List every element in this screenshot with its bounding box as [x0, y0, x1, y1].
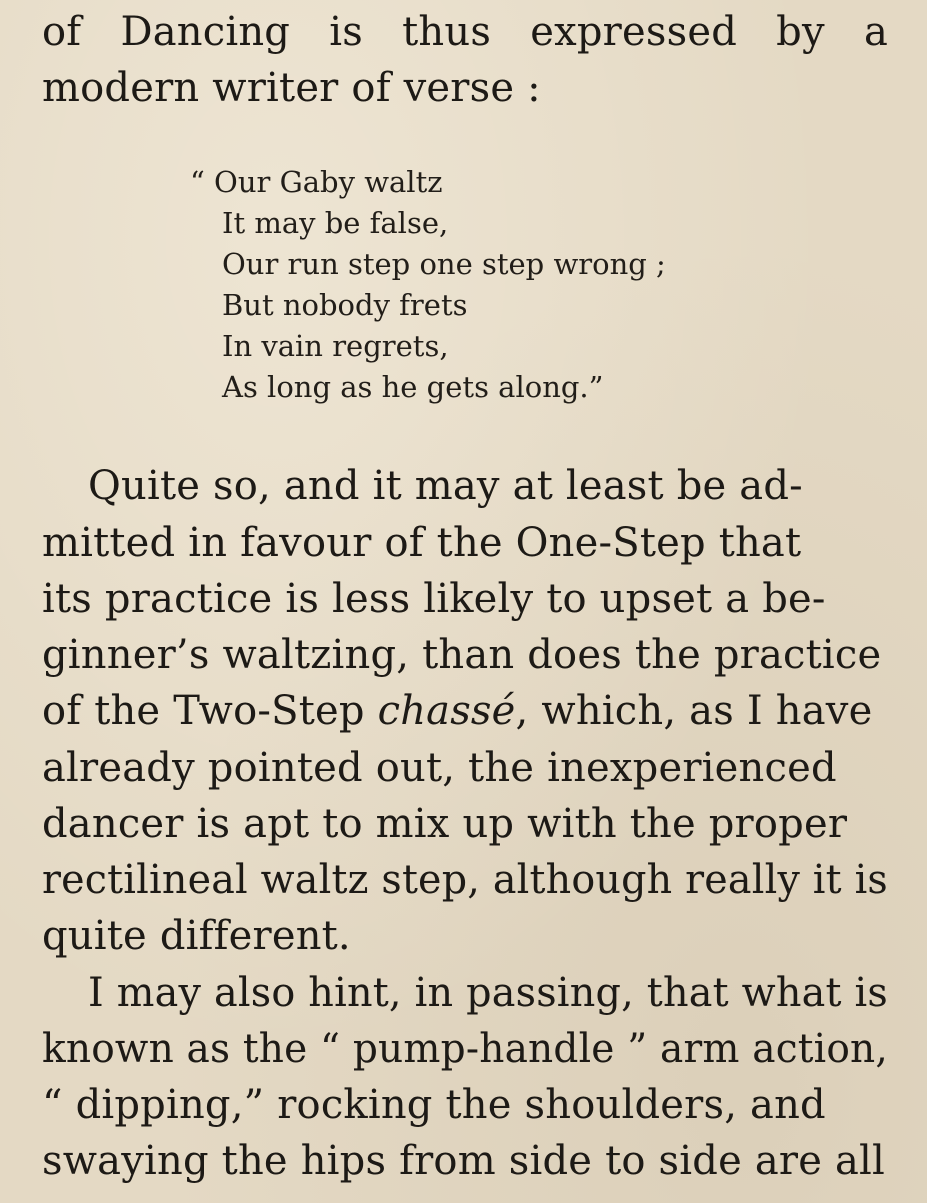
paragraph-1-line: dancer is apt to mix up with the proper	[42, 801, 848, 847]
paragraph-1-line: its practice is less likely to upset a be-	[42, 576, 826, 622]
paragraph-2-line: swaying the hips from side to side are all	[42, 1138, 886, 1184]
intro-word: a	[863, 9, 888, 55]
paragraph-1-text: , which, as I have	[515, 688, 873, 734]
poem-line: But nobody frets	[222, 288, 468, 322]
paragraph-1-line: rectilineal waltz step, although really it is	[42, 857, 888, 903]
poem-line: Our run step one step wrong ;	[222, 247, 666, 281]
italic-term-chasse: chassé	[377, 688, 516, 734]
paragraph-1-line: quite different.	[42, 913, 351, 959]
paragraph-2-line: “ dipping,” rocking the shoulders, and	[42, 1082, 826, 1128]
intro-word: is	[329, 9, 363, 55]
paragraph-1-line	[42, 683, 888, 739]
paragraph-1-line: mitted in favour of the One-Step that	[42, 520, 802, 566]
poem-line: “ Our Gaby waltz	[190, 165, 443, 199]
paragraph-1-line: Quite so, and it may at least be ad-	[88, 463, 803, 509]
intro-word: of	[42, 9, 82, 55]
paragraph-1-line: already pointed out, the inexperienced	[42, 745, 837, 791]
poem-line: It may be false,	[222, 206, 449, 240]
paragraph-2-line: known as the “ pump-handle ” arm action,	[42, 1026, 889, 1072]
poem-line: In vain regrets,	[222, 329, 449, 363]
intro-word: Dancing	[120, 9, 291, 55]
intro-word: thus	[402, 9, 492, 55]
intro-line-2: modern writer of verse :	[42, 65, 541, 111]
paragraph-2-line: I may also hint, in passing, that what is	[88, 970, 888, 1016]
poem-line: As long as he gets along.”	[222, 370, 604, 404]
paragraph-1-text: of the Two-Step	[42, 688, 365, 734]
paragraph-1-line: ginner’s waltzing, than does the practice	[42, 632, 882, 678]
intro-line-1	[42, 4, 888, 60]
intro-word: by	[776, 9, 825, 55]
intro-word: expressed	[530, 9, 738, 55]
poem-block	[190, 162, 666, 408]
